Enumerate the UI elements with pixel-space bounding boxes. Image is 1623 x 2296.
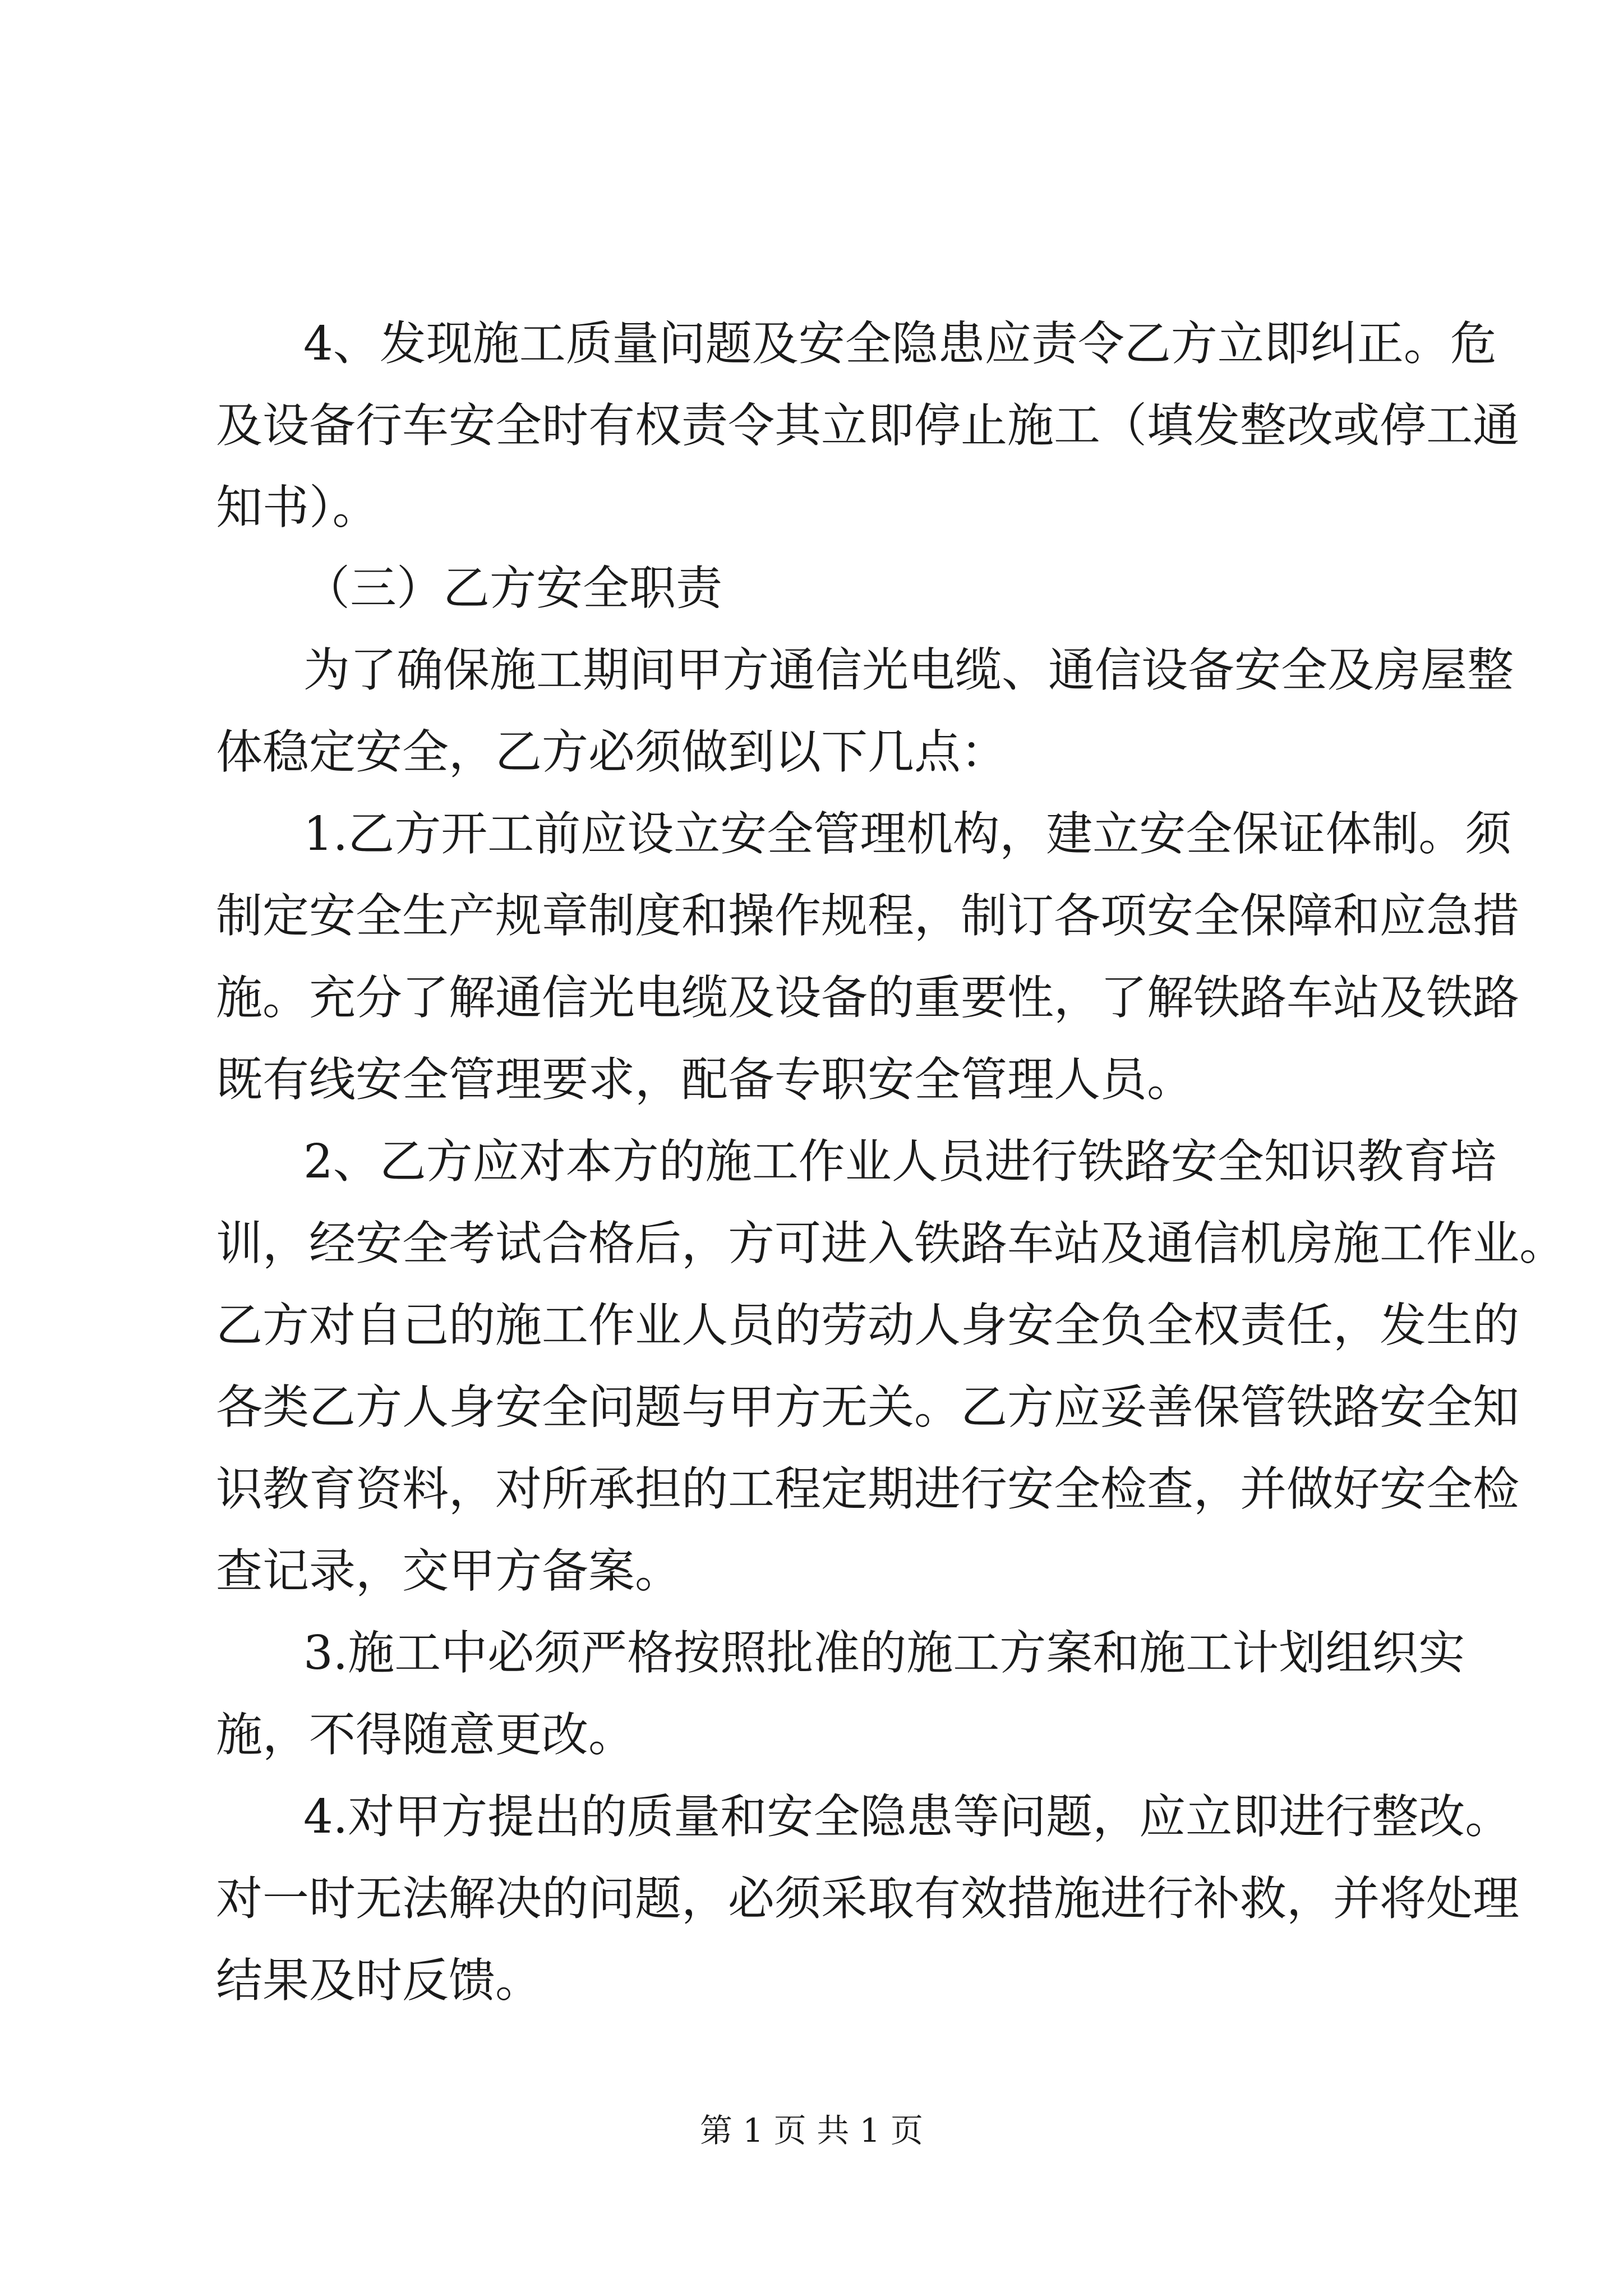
section-heading-text: （三）乙方安全职责 bbox=[303, 561, 722, 615]
paragraph-line: 施，不得随意更改。 bbox=[216, 1708, 635, 1762]
paragraph-line: 及设备行车安全时有权责令其立即停止施工（填发整改或停工通 bbox=[216, 398, 1519, 453]
section-heading bbox=[216, 547, 1427, 629]
paragraph-line: 体稳定安全，乙方必须做到以下几点： bbox=[216, 725, 1007, 779]
paragraph-item-2 bbox=[216, 1121, 1566, 1612]
paragraph-line: 既有线安全管理要求，配备专职安全管理人员。 bbox=[216, 1052, 1193, 1107]
paragraph-line: 各类乙方人身安全问题与甲方无关。乙方应妥善保管铁路安全知 bbox=[216, 1380, 1519, 1434]
paragraph-line: 乙方对自己的施工作业人员的劳动人身安全负全权责任，发生的 bbox=[216, 1298, 1519, 1352]
paragraph-line: 1.乙方开工前应设立安全管理机构，建立安全保证体制。须 bbox=[303, 807, 1512, 861]
paragraph-line: 4、发现施工质量问题及安全隐患应责令乙方立即纠正。危 bbox=[303, 316, 1497, 371]
paragraph-item-4 bbox=[216, 1776, 1519, 2022]
paragraph-line: 对一时无法解决的问题，必须采取有效措施进行补救，并将处理 bbox=[216, 1871, 1519, 1926]
paragraph-item-1 bbox=[216, 793, 1519, 1121]
paragraph-line: 2、乙方应对本方的施工作业人员进行铁路安全知识教育培 bbox=[303, 1134, 1497, 1189]
paragraph-line: 制定安全生产规章制度和操作规程，制订各项安全保障和应急措 bbox=[216, 889, 1519, 943]
paragraph-item-3 bbox=[216, 1612, 1465, 1776]
paragraph-line: 施。充分了解通信光电缆及设备的重要性，了解铁路车站及铁路 bbox=[216, 970, 1519, 1025]
paragraph-line: 3.施工中必须严格按照批准的施工方案和施工计划组织实 bbox=[303, 1626, 1465, 1680]
paragraph-line: 识教育资料，对所承担的工程定期进行安全检查，并做好安全检 bbox=[216, 1462, 1519, 1516]
paragraph-intro bbox=[216, 629, 1514, 793]
page-footer: 第 1 页 共 1 页 bbox=[700, 2111, 923, 2150]
paragraph-line: 结果及时反馈。 bbox=[216, 1953, 542, 2008]
paragraph-item-4-duties bbox=[216, 303, 1519, 549]
paragraph-line: 查记录，交甲方备案。 bbox=[216, 1544, 681, 1598]
paragraph-line: 为了确保施工期间甲方通信光电缆、通信设备安全及房屋整 bbox=[303, 643, 1514, 697]
paragraph-line: 知书）。 bbox=[216, 480, 379, 535]
paragraph-line: 训，经安全考试合格后，方可进入铁路车站及通信机房施工作业。 bbox=[216, 1216, 1566, 1271]
paragraph-line: 4.对甲方提出的质量和安全隐患等问题，应立即进行整改。 bbox=[303, 1789, 1512, 1844]
